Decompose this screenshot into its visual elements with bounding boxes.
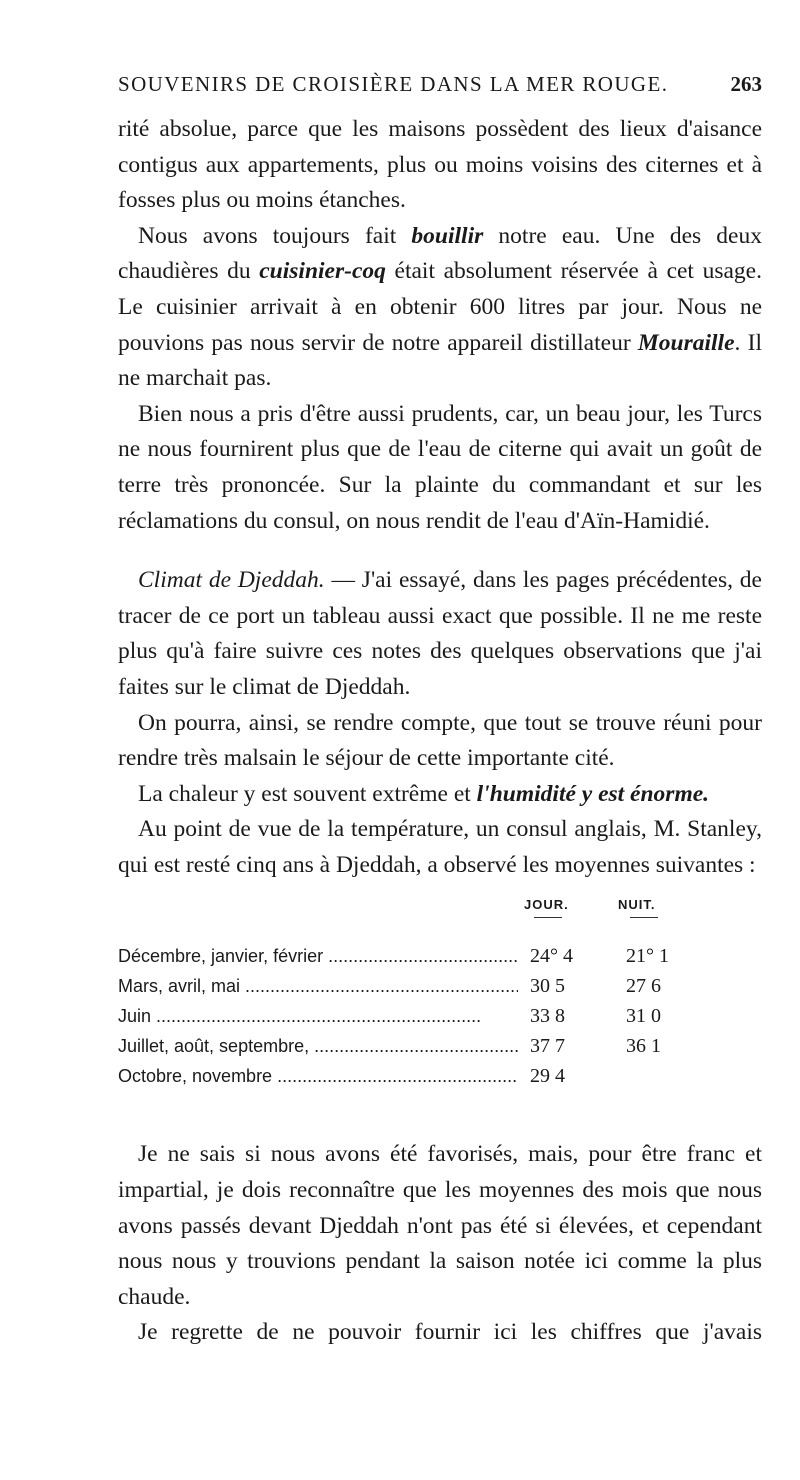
paragraph-4 — [118, 563, 762, 705]
table-row — [118, 1059, 762, 1089]
emphasis: bouillir — [411, 222, 484, 249]
header-rule — [534, 917, 562, 918]
row-label: Juin ..... — [118, 999, 518, 1035]
page-header — [118, 72, 762, 102]
day-value: 33 8 — [530, 1005, 565, 1028]
text-span: — J'ai essayé, dans les pages précédentes, de tracer de ce port un tableau aussi exact que possible. Il ne me reste plus qu'à faire suivre ces notes des quelques observations que j'ai faites sur le climat de Djeddah. — [118, 567, 762, 700]
paragraph-8: Je ne sais si nous avons été favorisés, mais, pour être franc et impartial, je dois reconnaître que les moyennes des mois que nous avons passés devant Djeddah n'ont pas été si élevées, et cependant nous nous y trouvions pendant la saison notée ici comme la plus chaude. — [118, 1141, 762, 1310]
table-row — [118, 1029, 762, 1059]
paragraph-3: Bien nous a pris d'être aussi prudents, car, un beau jour, les Turcs ne nous fournirent plus que de l'eau de citerne qui avait un goût de terre très prononcée. Sur la plainte du commandant et sur les réclamations du consul, on nous rendit de l'eau d'Aïn-Hamidié. — [118, 400, 762, 534]
page-body — [118, 112, 762, 1351]
table-row — [118, 969, 762, 999]
text-span: notre eau. Une des deux chaudières du — [118, 222, 762, 285]
text-span: Nous avons toujours fait — [138, 222, 412, 249]
column-header-day: JOUR. — [524, 897, 569, 913]
day-value: 24° 4 — [530, 945, 573, 968]
night-value: 27 6 — [626, 975, 661, 998]
table-row — [118, 939, 762, 969]
paragraph-6 — [118, 777, 762, 813]
text-span: . Il ne marchait pas. — [118, 329, 762, 392]
paragraph-1: rité absolue, parce que les maisons possèdent des lieux d'aisance contigus aux appartements, plus ou moins voisins des citernes et à fosses plus ou moins étanches. — [118, 116, 762, 214]
night-value: 31 0 — [626, 1005, 661, 1028]
emphasis: Mouraille — [637, 329, 735, 356]
table-row — [118, 999, 762, 1029]
day-value: 37 7 — [530, 1035, 565, 1058]
row-label: Décembre, janvier, février ..... — [118, 939, 518, 975]
emphasis: cuisinier-coq — [259, 258, 386, 285]
page-number: 263 — [730, 72, 762, 96]
day-value: 29 4 — [530, 1065, 565, 1088]
running-title: SOUVENIRS DE CROISIÈRE DANS LA MER ROUGE. — [118, 72, 669, 96]
row-label: Juillet, août, septembre, ..... — [118, 1029, 518, 1065]
emphasis: l'humidité y est énorme. — [476, 780, 710, 807]
paragraph-9: Je regrette de ne pouvoir fournir ici les chiffres que j'avais — [138, 1319, 762, 1346]
row-label: Octobre, novembre ..... — [118, 1059, 518, 1095]
header-rule — [630, 917, 658, 918]
night-value: 36 1 — [626, 1035, 661, 1058]
paragraph-7: Au point de vue de la température, un consul anglais, M. Stanley, qui est resté cinq ans à Djeddah, a observé les moyennes suivantes : — [118, 816, 762, 878]
paragraph-5: On pourra, ainsi, se rendre compte, que tout se trouve réuni pour rendre très malsain le séjour de cette importante cité. — [118, 709, 762, 772]
section-heading: Climat de Djeddah. — [138, 567, 325, 594]
text-span: La chaleur y est souvent extrême et — [138, 780, 477, 807]
row-label: Mars, avril, mai ..... — [118, 969, 518, 1005]
day-value: 30 5 — [530, 975, 565, 998]
column-header-night: NUIT. — [618, 897, 656, 913]
temperature-table — [118, 887, 762, 1137]
paragraph-2 — [118, 219, 762, 397]
text-span: était absolument réservée à cet usage. Le cuisinier arrivait à en obtenir 600 litres par jour. Nous ne pouvions pas nous servir de notre appareil distillateur — [118, 258, 762, 356]
night-value: 21° 1 — [626, 945, 669, 968]
